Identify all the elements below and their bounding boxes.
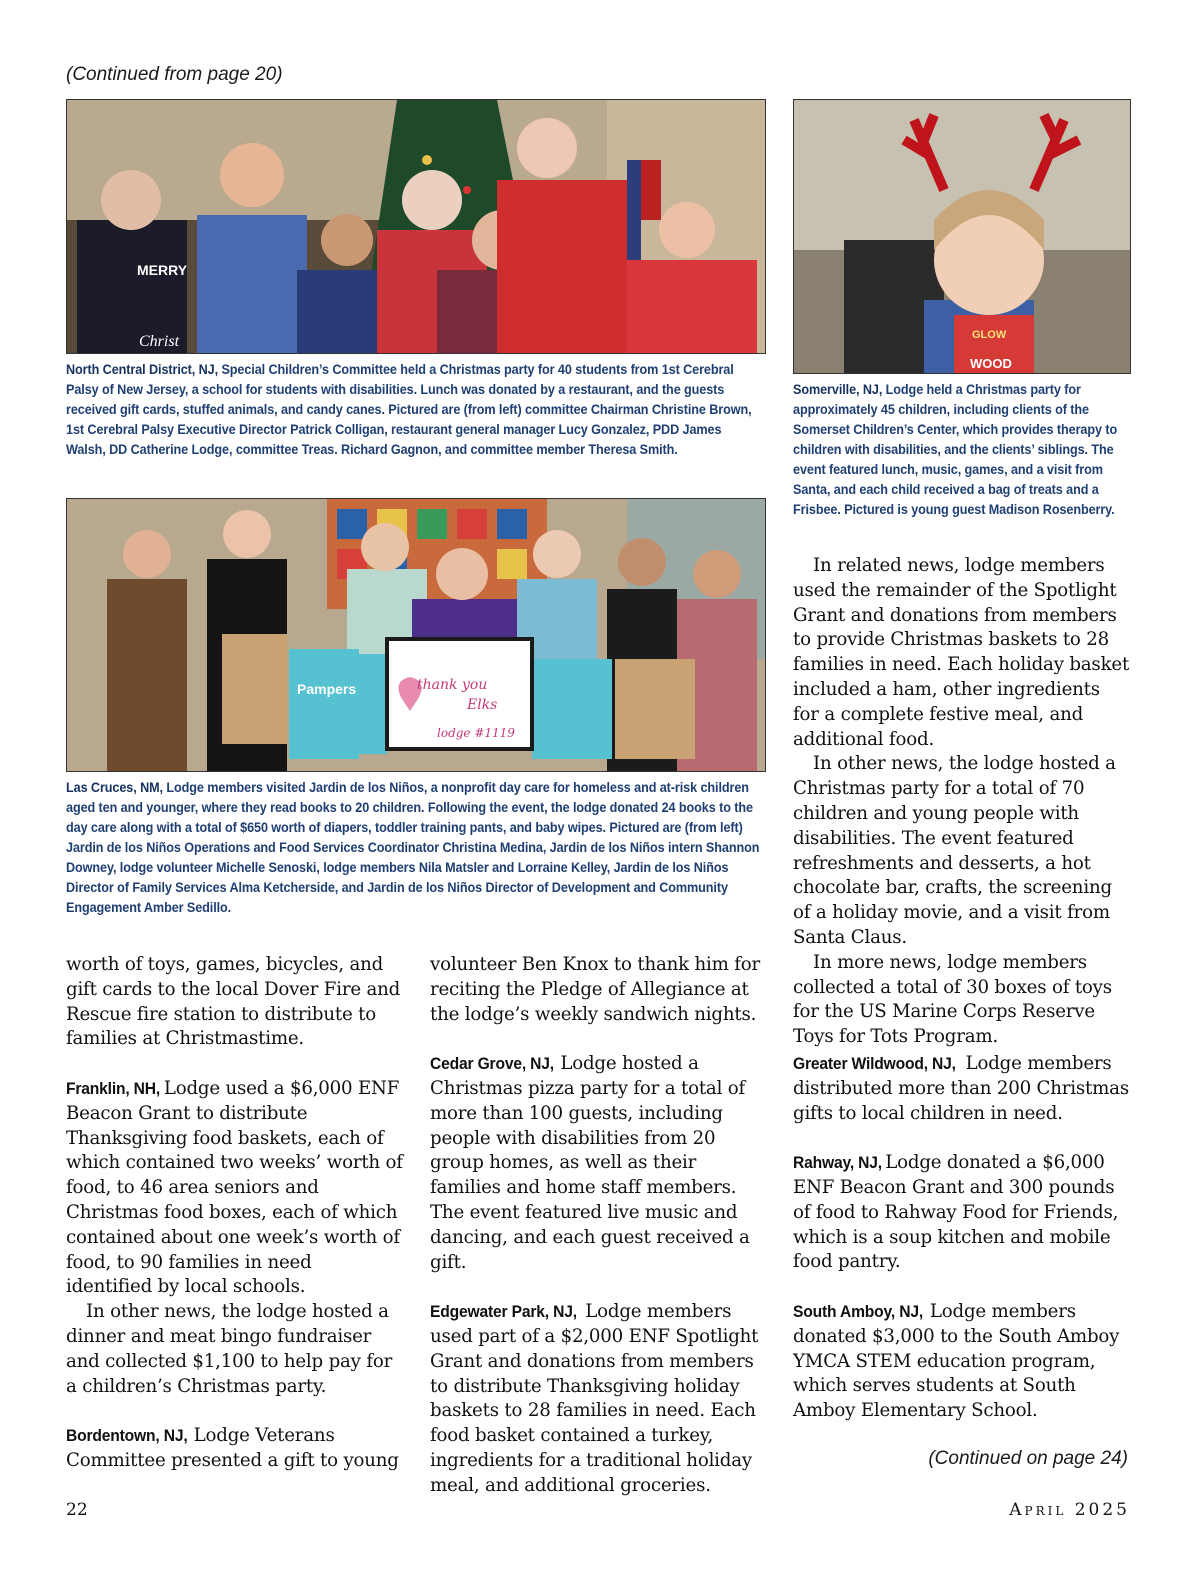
paragraph: In other news, the lodge hosted a Christmas party for a total of 70 children and young people with disabilities. The event featured refreshments and desserts, a hot chocolate bar, crafts, the screening of a holiday movie, and a visit from Santa Claus. [793,753,1116,948]
cedar-grove-heading: Cedar Grove, NJ, [430,1054,554,1074]
caption-lead: Somerville, NJ, [793,382,883,397]
north-central-caption [66,360,764,460]
caption-lead: Las Cruces, NM, [66,780,163,795]
rahway-heading: Rahway, NJ, [793,1153,882,1173]
left-column [66,953,403,1474]
caption-text: Lodge members visited Jardin de los Niños, a nonprofit day care for homeless and at-risk children aged ten and younger, where they read books to 20 children. Following the event, the lodge donated 24 books to the day care along with a total of $650 worth of diapers, toddler training pants, and baby wipes. Pictured are (from left) Jardin de los Niños Operations and Food Services Coordinator Christina Medina, Jardin de los Niños intern Shannon Downey, lodge volunteer Michelle Senoski, lodge members Nila Matsler and Lorraine Kelley, Jardin de los Niños Director of Family Services Alma Ketcherside, and Jardin de los Niños Director of Development and Community Engagement Amber Sedillo. [66,780,760,915]
cedar-grove-text: Lodge hosted a Christmas pizza party for a total of more than 100 guests, including people with disabilities from 20 group homes, as well as their families and home staff members. The event featured live music and dancing, and each guest received a gift. [430,1053,750,1273]
las-cruces-photo [66,498,766,772]
caption-lead: North Central District, NJ, [66,362,219,377]
paragraph: worth of toys, games, bicycles, and gift cards to the local Dover Fire and Rescue fire station to distribute to families at Christmastime. [66,954,401,1050]
bordentown-text: Lodge Veterans Committee presented a gift to young [66,1425,399,1471]
edgewater-text: Lodge members used part of a $2,000 ENF Spotlight Grant and donations from members to distribute Thanksgiving holiday baskets to 28 families in need. Each food basket contained a turkey, ingredients for a traditional holiday meal, and additional groceries. [430,1301,759,1496]
south-amboy-heading: South Amboy, NJ, [793,1301,924,1321]
wildwood-item [793,1052,1130,1126]
caption-text: Special Children’s Committee held a Christmas party for 40 students from 1st Cerebral Palsy of New Jersey, a school for students with disabilities. Lunch was donated by a restaurant, and the guests received gift cards, stuffed animals, and candy canes. Pictured are (from left) committee Chairman Christine Brown, 1st Cerebral Palsy Executive Director Patrick Colligan, restaurant general manager Lucy Gonzalez, PDD James Walsh, DD Catherine Lodge, committee Treas. Richard Gagnon, and committee member Theresa Smith. [66,362,752,457]
edgewater-heading: Edgewater Park, NJ, [430,1302,577,1322]
right-column-bottom [793,1052,1130,1424]
box-text: GLOW [972,329,1007,341]
bordentown-heading: Bordentown, NJ, [66,1426,188,1446]
south-amboy-text: Lodge members donated $3,000 to the South Amboy YMCA STEM education program, which serves students at South Amboy Elementary School. [793,1300,1120,1422]
paragraph: In related news, lodge members used the remainder of the Spotlight Grant and donations from members to provide Christmas baskets to 28 families in need. Each holiday basket included a ham, other ingredients for a complete festive meal, and additional food. [793,555,1130,750]
wildwood-heading: Greater Wildwood, NJ, [793,1054,956,1073]
right-column-top [793,554,1130,1050]
north-central-photo [66,99,766,354]
sign-line-1: thank you [417,677,488,693]
bordentown-item [66,1424,403,1474]
paragraph: In more news, lodge members collected a total of 30 boxes of toys for the US Marine Corps Reserve Toys for Tots Program. [793,951,1112,1048]
rahway-item [793,1151,1130,1275]
las-cruces-caption [66,778,764,918]
franklin-item [66,1077,403,1300]
sign-line-3: lodge #1119 [437,726,515,740]
edgewater-item [430,1300,767,1498]
sign-line-2: Elks [467,697,498,713]
issue-date: April 2025 [1009,1500,1130,1520]
franklin-text: Lodge used a $6,000 ENF Beacon Grant to distribute Thanksgiving food baskets, each of which contained two weeks’ worth of food, to 46 area seniors and Christmas food boxes, each of which contained about one week’s worth of food, to 90 families in need identified by local schools. [66,1077,403,1298]
box-text-2: WOOD [970,356,1012,371]
rahway-text: Lodge donated a $6,000 ENF Beacon Grant and 300 pounds of food to Rahway Food for Friends, which is a soup kitchen and mobile food pantry. [793,1152,1119,1273]
franklin-heading: Franklin, NH, [66,1078,161,1098]
page-number: 22 [66,1500,88,1520]
wildwood-text: Lodge members distributed more than 200 Christmas gifts to local children in need. [793,1053,1129,1124]
somerville-photo [793,99,1131,374]
shirt-text-2: Christ [139,333,180,350]
box-label: Pampers [297,681,357,697]
paragraph: volunteer Ben Knox to thank him for reciting the Pledge of Allegiance at the lodge’s weekly sandwich nights. [430,954,761,1025]
caption-text: Lodge held a Christmas party for approximately 45 children, including clients of the Somerset Children’s Center, which provides therapy to children with disabilities, and the clients’ siblings. The event featured lunch, music, games, and a visit from Santa, and each child received a bag of treats and a Frisbee. Pictured is young guest Madison Rosenberry. [793,382,1118,517]
paragraph: In other news, the lodge hosted a dinner and meat bingo fundraiser and collected $1,100 to help pay for a children’s Christmas party. [66,1301,393,1397]
somerville-caption [793,380,1123,520]
continued-from-note: (Continued from page 20) [66,64,283,85]
continued-on-note: (Continued on page 24) [928,1448,1128,1469]
shirt-text: MERRY [137,262,188,278]
middle-column [430,953,767,1499]
south-amboy-item [793,1300,1130,1424]
cedar-grove-item [430,1052,767,1275]
